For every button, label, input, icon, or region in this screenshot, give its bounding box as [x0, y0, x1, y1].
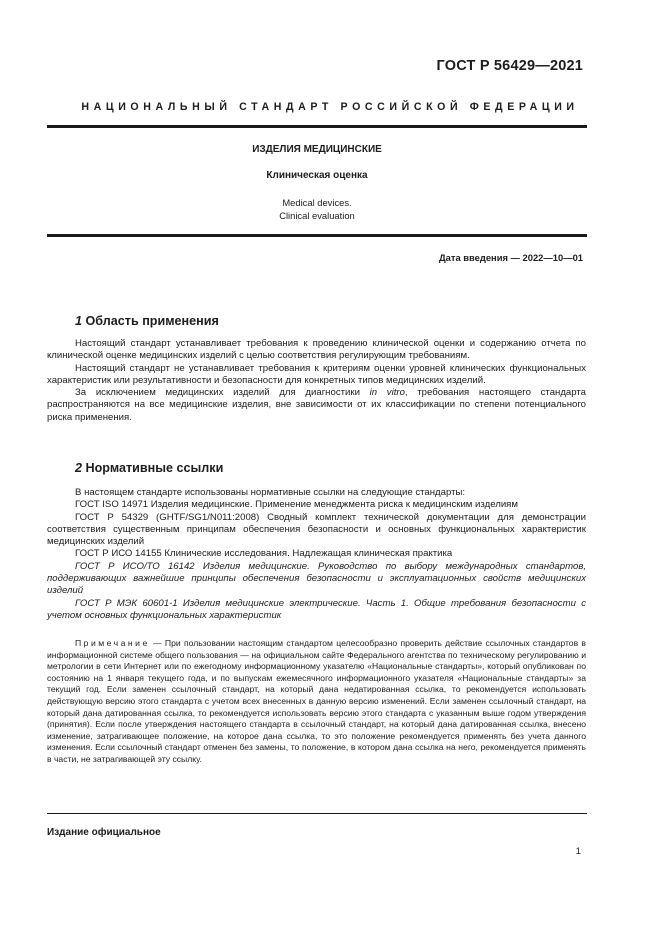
footer-divider [47, 813, 587, 814]
english-title-line-2: Clinical evaluation [279, 209, 355, 221]
in-vitro-term: in vitro [369, 387, 405, 399]
document-subtitle: Клиническая оценка [266, 170, 368, 181]
reference-item: ГОСТ Р ИСО 14155 Клинические исследования. Надлежащая клиническая практика [75, 548, 453, 560]
paragraph: Настоящий стандарт не устанавливает требования к критериям оценки уровней клинических функциональных характеристик или результативности и безопасности для конкретных типов медицинских изделий. [47, 362, 586, 386]
standard-designation: ГОСТ Р 56429—2021 [436, 58, 583, 74]
paragraph-text: , требования настоящего стандарта распространяются на все медицинские изделия, вне зависимости от их классификации по степени потенциального риска применения. [47, 387, 587, 423]
intro-date: Дата введения — 2022—10—01 [438, 252, 583, 263]
reference-item: ГОСТ ISO 14971 Изделия медицинские. Применение менеджмента риска к медицинским изделиям [75, 499, 518, 511]
note-block [47, 638, 586, 766]
section-2-number: 2 [75, 461, 83, 475]
note-label: Примечание [75, 638, 150, 648]
page-number: 1 [575, 846, 581, 857]
section-1-heading [75, 314, 219, 328]
paragraph: Настоящий стандарт устанавливает требования к проведению клинической оценки и содержанию отчета по клинической оценке медицинских изделий с целью соответствия регулирующим требованиям. [47, 338, 586, 362]
official-edition-label: Издание официальное [47, 827, 161, 838]
section-1-title: Область применения [82, 314, 219, 328]
english-title-line-1: Medical devices. [282, 197, 352, 208]
section-2-title: Нормативные ссылки [82, 461, 224, 475]
title-bottom-divider [47, 234, 587, 237]
reference-item: ГОСТ Р 54329 (GHTF/SG1/N011:2008) Сводный комплект технической документации для демонстрации соответствия существенным принципам обеспечения безопасности и основных функциональных характеристик медицинских изделий [47, 511, 586, 548]
english-title [47, 197, 587, 222]
paragraph: В настоящем стандарте использованы нормативные ссылки на следующие стандарты: [75, 487, 466, 498]
section-2-body [47, 487, 586, 622]
reference-item: ГОСТ Р МЭК 60601-1 Изделия медицинские электрические. Часть 1. Общие требования безопасности с учетом основных функциональных характеристик [47, 597, 586, 621]
section-1-body [47, 338, 586, 424]
reference-item: ГОСТ Р ИСО/ТО 16142 Изделия медицинские. Руководство по выбору международных стандартов, поддерживающих важнейшие принципы обеспечения безопасности и эксплуатационных свойств медицинских изделий [47, 560, 586, 597]
document-title: ИЗДЕЛИЯ МЕДИЦИНСКИЕ [252, 144, 382, 155]
paragraph [47, 387, 586, 424]
section-1-number: 1 [75, 314, 83, 328]
section-2-heading [75, 461, 223, 475]
top-divider [47, 125, 587, 128]
paragraph-text: За исключением медицинских изделий для диагностики [75, 387, 370, 399]
note-text: — При пользовании настоящим стандартом целесообразно проверить действие ссылочных стандартов в информационной системе общего пользования — на официальном сайте Федерального агентства по техническому регулированию и метрологии в сети Интернет или по ежегодному информационному указателю «Национальные стандарты», который опубликован по состоянию на 1 января текущего года, и по выпускам ежемесячного информационного указателя «Национальные стандарты» за текущий год. Если заменен ссылочный стандарт, на который дана недатированная ссылка, то рекомендуется использовать действующую версию этого стандарта с учетом всех внесенных в данную версию изменений. Если заменен ссылочный стандарт, на который дана датированная ссылка, то рекомендуется использовать версию этого стандарта с указанным выше годом утверждения (принятия). Если после утверждения настоящего стандарта в ссылочный стандарт, на который дана датированная ссылка, внесено изменение, затрагивающее положение, на которое дана ссылка, то это положение рекомендуется применять без учета данного изменения. Если ссылочный стандарт отменен без замены, то положение, в котором дана ссылка на него, рекомендуется применять в части, не затрагивающей эту ссылку. [47, 638, 586, 764]
note [47, 638, 586, 766]
national-standard-heading: НАЦИОНАЛЬНЫЙ СТАНДАРТ РОССИЙСКОЙ ФЕДЕРАЦИИ [81, 101, 579, 113]
